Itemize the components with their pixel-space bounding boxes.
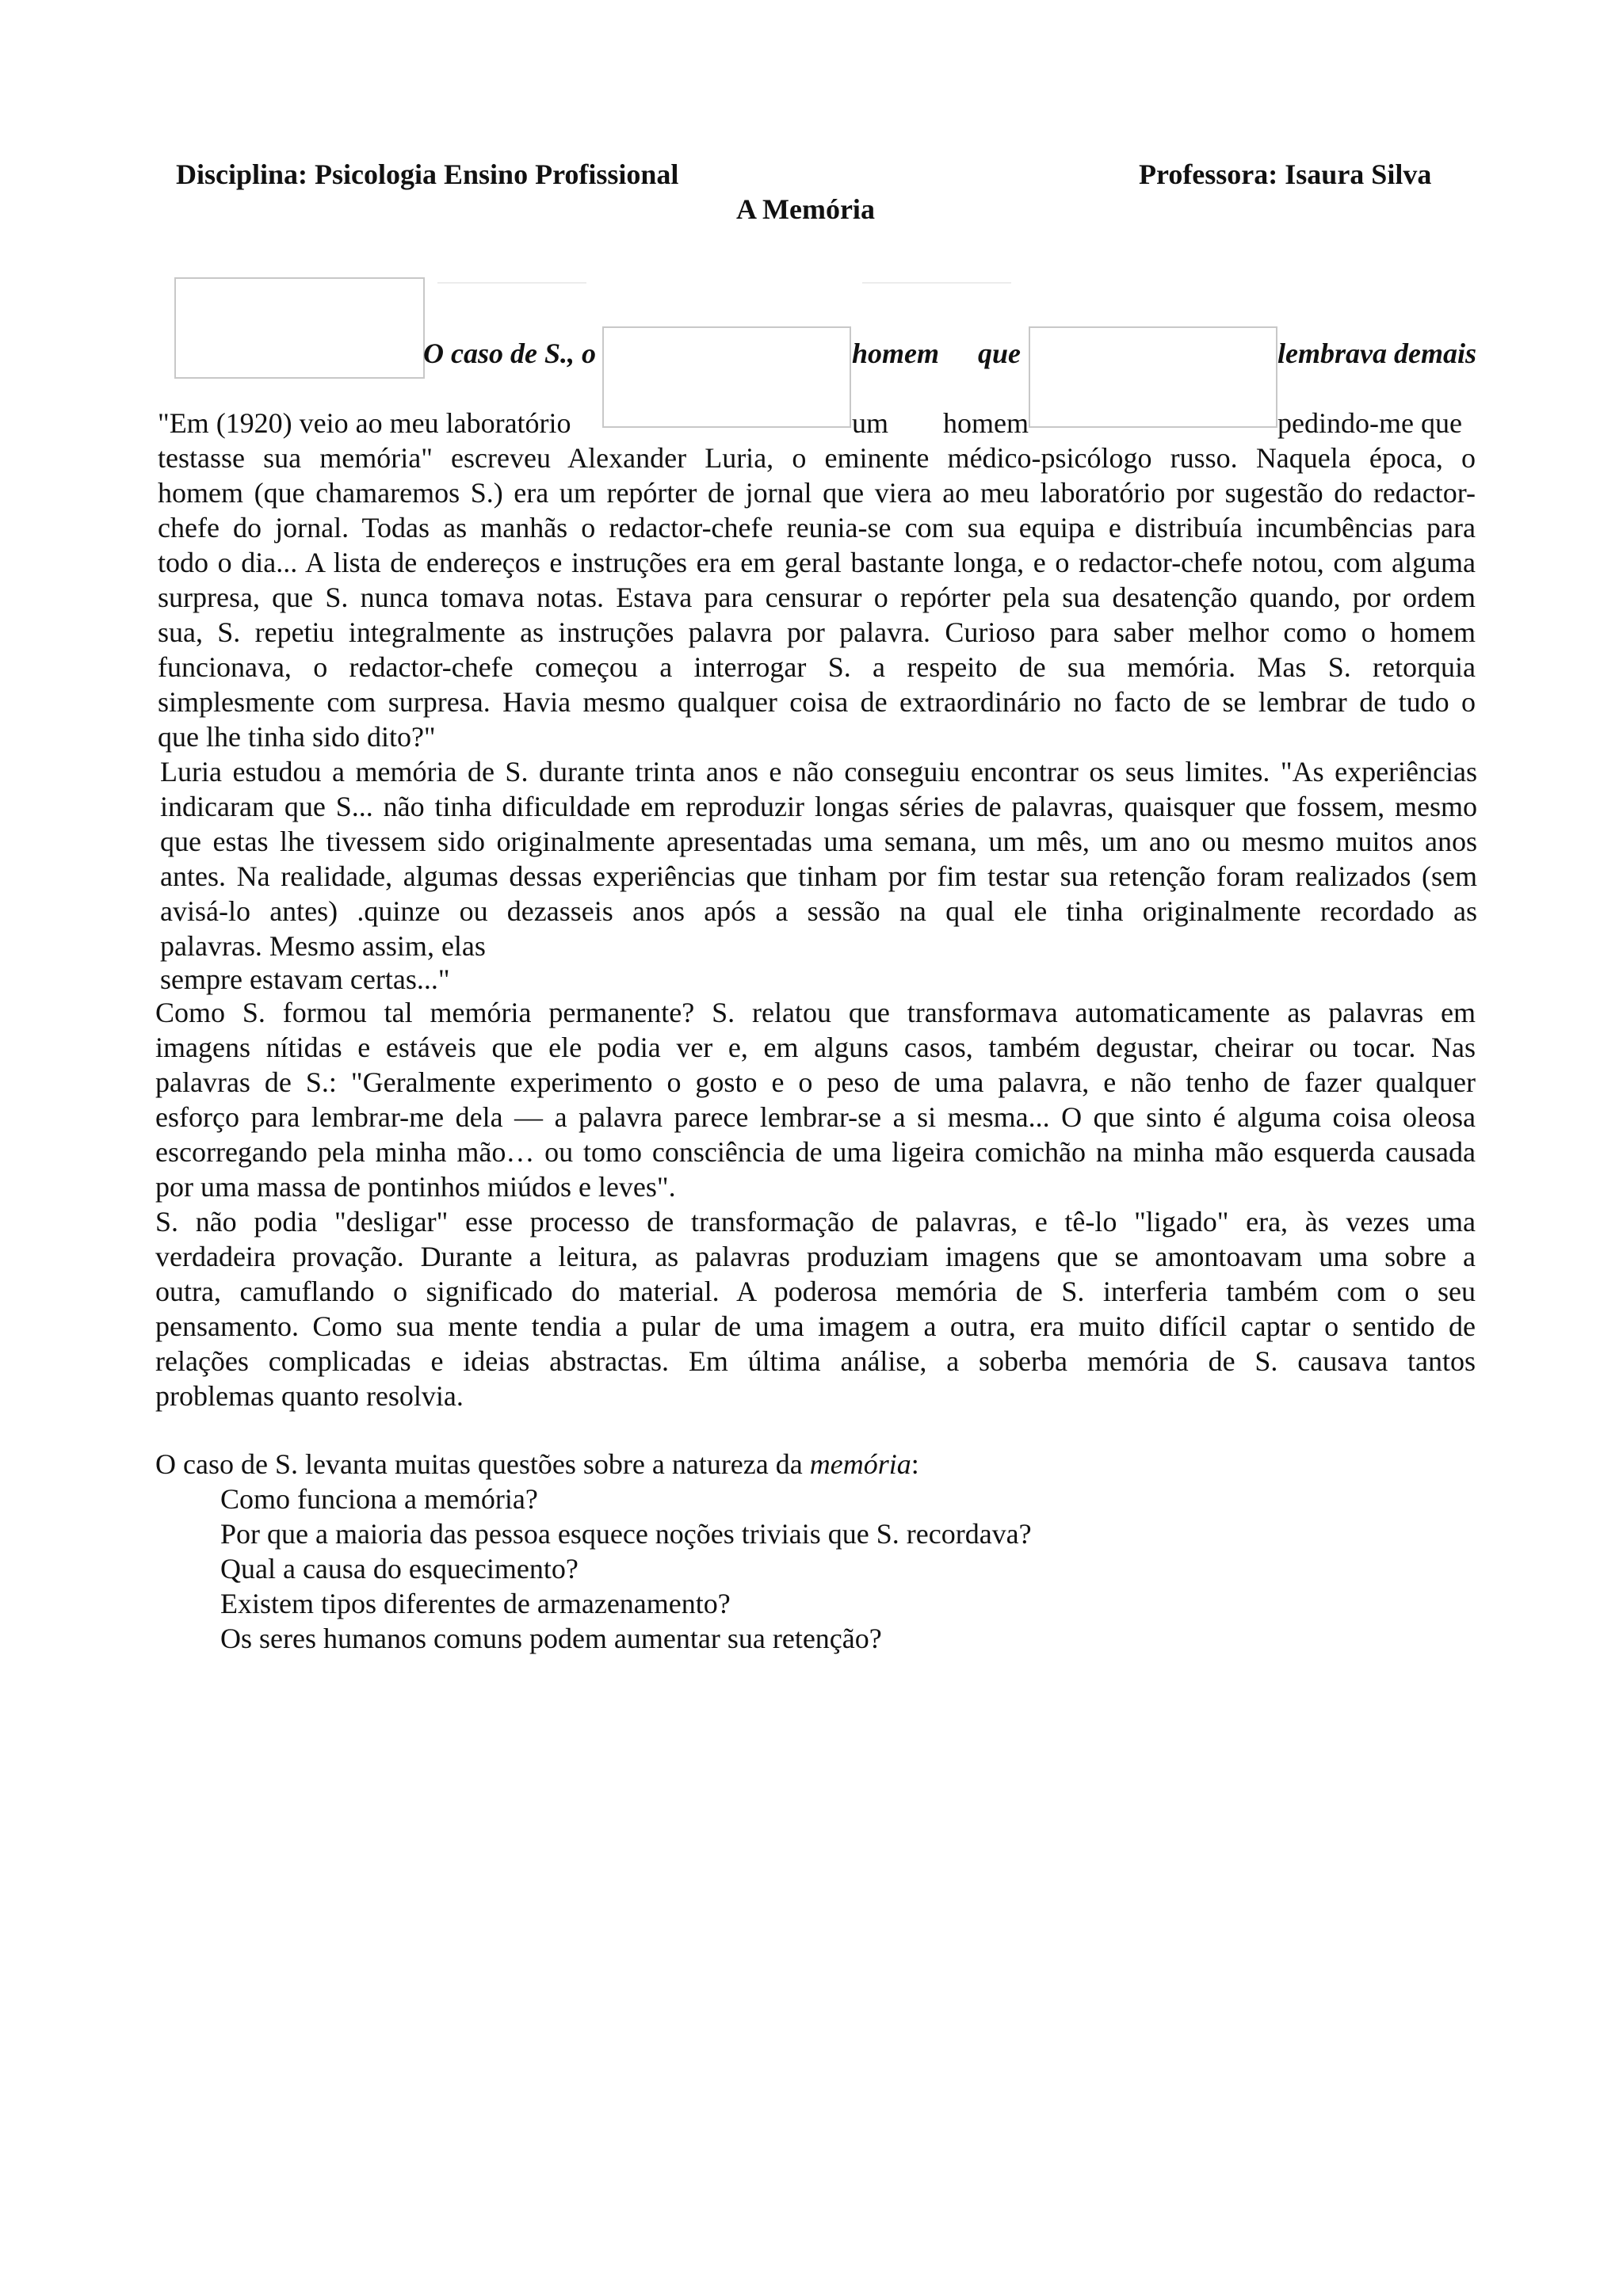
p2-line: sempre estavam certas..."	[160, 963, 450, 995]
p1-line: funcionava, o redactor-chefe começou a interrogar S. a respeito de sua memória. Mas S. retorquia	[158, 651, 1476, 683]
p4-line: relações complicadas e ideias abstractas. Em última análise, a soberba memória de S. causava tantos	[155, 1345, 1476, 1377]
teacher-header: Professora: Isaura Silva	[1139, 158, 1432, 190]
p2-line: palavras. Mesmo assim, elas	[160, 930, 486, 962]
p3-line: imagens nítidas e estáveis que ele podia ver e, em alguns casos, também degustar, cheirar ou tocar. Nas	[155, 1032, 1476, 1063]
p2-line: indicaram que S... não tinha dificuldade em reproduzir longas séries de palavras, quaisquer que fossem, mesmo	[160, 791, 1477, 822]
paragraph-4	[155, 1204, 1476, 1413]
questions-list	[220, 1482, 1032, 1656]
subtitle-part-1: O caso de S., o	[423, 338, 596, 369]
divider-line-2	[862, 282, 1011, 284]
paragraph-1	[158, 441, 1476, 754]
subtitle-part-2: homem	[852, 338, 940, 369]
image-placeholder-2	[602, 326, 851, 428]
p1-line: homem (que chamaremos S.) era um repórter de jornal que viera ao meu laboratório por sugestão do redactor-	[158, 477, 1476, 509]
paragraph-3	[155, 995, 1476, 1204]
subtitle-part-4: lembrava demais	[1277, 338, 1476, 369]
p2-line: antes. Na realidade, algumas dessas experiências que tinham por fim testar sua retenção foram realizados (sem	[160, 860, 1477, 892]
p3-line: Como S. formou tal memória permanente? S. relatou que transformava automaticamente as palavras em	[155, 997, 1476, 1028]
p2-line: avisá-lo antes) .quinze ou dezasseis anos após a sessão na qual ele tinha originalmente recordado as	[160, 895, 1477, 927]
p2-line: Luria estudou a memória de S. durante trinta anos e não conseguiu encontrar os seus limites. "As experiências	[160, 756, 1477, 788]
p1-line: todo o dia... A lista de endereços e instruções era em geral bastante longa, e o redactor-chefe notou, com alguma	[158, 547, 1476, 578]
document-title: A Memória	[736, 193, 875, 225]
p1-line: simplesmente com surpresa. Havia mesmo qualquer coisa de extraordinário no facto de se lembrar de tudo o	[158, 686, 1476, 718]
p4-line: problemas quanto resolvia.	[155, 1380, 464, 1412]
question-item: Como funciona a memória?	[220, 1483, 538, 1515]
paragraph-2	[160, 754, 1477, 995]
question-item: Por que a maioria das pessoa esquece noções triviais que S. recordava?	[220, 1518, 1032, 1550]
p4-line: outra, camuflando o significado do material. A poderosa memória de S. interferia também com o seu	[155, 1276, 1476, 1307]
p1-first-line-a: "Em (1920) veio ao meu laboratório	[158, 407, 571, 439]
question-item: Existem tipos diferentes de armazenamento?	[220, 1588, 731, 1619]
p3-line: esforço para lembrar-me dela — a palavra parece lembrar-se a si mesma... O que sinto é alguma coisa oleosa	[155, 1101, 1476, 1133]
image-placeholder-1	[174, 277, 425, 379]
p1-line: testasse sua memória" escreveu Alexander Luria, o eminente médico-psicólogo russo. Naquela época, o	[158, 442, 1476, 474]
p1-first-line-b: um	[852, 407, 889, 439]
questions-intro-colon: :	[911, 1448, 919, 1480]
p1-line: que lhe tinha sido dito?"	[158, 721, 436, 753]
p4-line: verdadeira provação. Durante a leitura, as palavras produziam imagens que se amontoavam uma sobre a	[155, 1241, 1476, 1272]
p4-line: S. não podia "desligar" esse processo de transformação de palavras, e tê-lo "ligado" era, às vezes uma	[155, 1206, 1476, 1238]
p1-line: chefe do jornal. Todas as manhãs o redactor-chefe reunia-se com sua equipa e distribuía incumbências para	[158, 512, 1476, 543]
p3-line: por uma massa de pontinhos miúdos e leves".	[155, 1171, 676, 1203]
p1-first-line-c: homem	[943, 407, 1029, 439]
p1-line: surpresa, que S. nunca tomava notas. Estava para censurar o repórter pela sua desatenção quando, por ordem	[158, 582, 1476, 613]
question-item: Os seres humanos comuns podem aumentar sua retenção?	[220, 1623, 882, 1654]
p3-line: palavras de S.: "Geralmente experimento o gosto e o peso de uma palavra, e não tenho de fazer qualquer	[155, 1066, 1476, 1098]
p1-line: sua, S. repetiu integralmente as instruções palavra por palavra. Curioso para saber melhor como o homem	[158, 616, 1476, 648]
p4-line: pensamento. Como sua mente tendia a pular de uma imagem a outra, era muito difícil captar o sentido de	[155, 1310, 1476, 1342]
divider-line-1	[437, 282, 586, 284]
discipline-header: Disciplina: Psicologia Ensino Profissional	[176, 158, 679, 190]
p2-line: que estas lhe tivessem sido originalmente apresentadas uma semana, um mês, um ano ou mesmo muitos anos	[160, 826, 1477, 857]
image-placeholder-3	[1029, 326, 1277, 428]
questions-intro	[155, 1447, 919, 1482]
questions-intro-text: O caso de S. levanta muitas questões sobre a natureza da	[155, 1448, 810, 1480]
p1-first-line-d: pedindo-me que	[1277, 407, 1462, 439]
subtitle-part-3: que	[978, 338, 1021, 369]
p3-line: escorregando pela minha mão… ou tomo consciência de uma ligeira comichão na minha mão esquerda causada	[155, 1136, 1476, 1168]
question-item: Qual a causa do esquecimento?	[220, 1553, 579, 1585]
questions-intro-emphasis: memória	[809, 1448, 911, 1480]
